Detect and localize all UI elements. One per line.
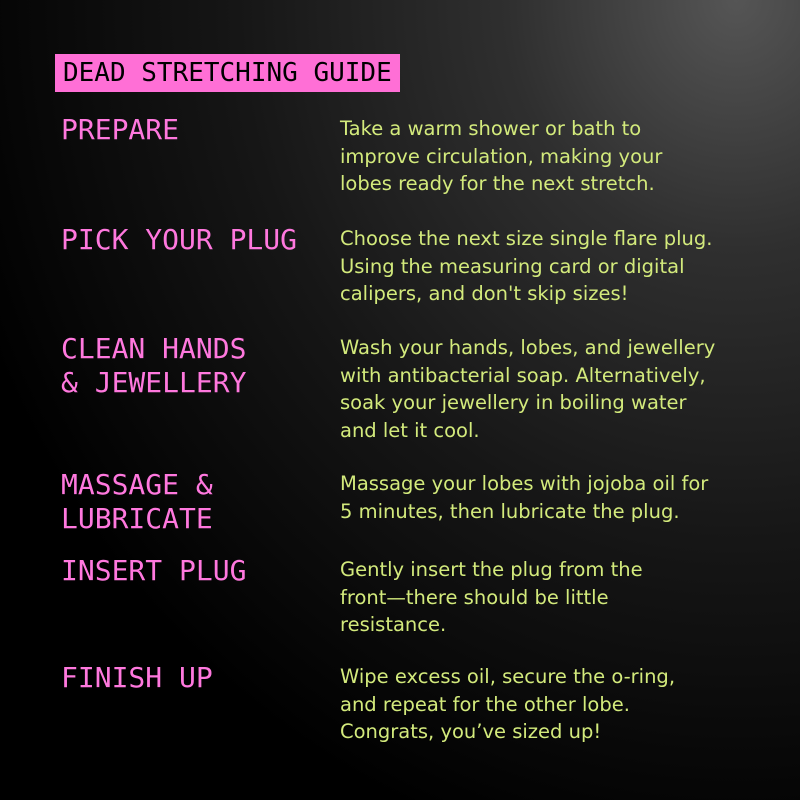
step-description-line: improve circulation, making your bbox=[340, 144, 663, 168]
step-description-line: with antibacterial soap. Alternatively, bbox=[340, 363, 706, 387]
step-description-line: Wash your hands, lobes, and jewellery bbox=[340, 336, 716, 359]
step-title: PREPARE bbox=[61, 113, 180, 146]
step-description-line: soak your jewellery in boiling water bbox=[340, 391, 687, 414]
step-description-line: 5 minutes, then lubricate the plug. bbox=[340, 499, 680, 523]
step-description-line: Wipe excess oil, secure the o-ring, bbox=[340, 665, 676, 688]
step-title: MASSAGE & LUBRICATE bbox=[61, 468, 213, 535]
step-title: FINISH UP bbox=[61, 661, 213, 694]
step-description-line: Choose the next size single flare plug. bbox=[340, 227, 713, 250]
step-description-line: Massage your lobes with jojoba oil for bbox=[340, 472, 709, 495]
step-title: INSERT PLUG bbox=[61, 554, 247, 587]
step-description-line: and let it cool. bbox=[340, 418, 480, 442]
title-badge bbox=[55, 54, 400, 92]
step-description bbox=[340, 556, 760, 639]
page-title: DEAD STRETCHING GUIDE bbox=[63, 58, 392, 88]
step-title: CLEAN HANDS & JEWELLERY bbox=[61, 332, 247, 399]
step-description bbox=[340, 663, 760, 746]
step-description-line: Gently insert the plug from the bbox=[340, 558, 643, 581]
step-description bbox=[340, 470, 760, 525]
step-title: PICK YOUR PLUG bbox=[61, 223, 298, 256]
step-description-line: calipers, and don't skip sizes! bbox=[340, 282, 629, 305]
step-description-line: Congrats, you’ve sized up! bbox=[340, 720, 602, 743]
step-description-line: resistance. bbox=[340, 613, 447, 636]
step-description bbox=[340, 334, 760, 444]
step-description bbox=[340, 115, 760, 198]
step-description-line: and repeat for the other lobe. bbox=[340, 692, 630, 716]
step-description-line: front—there should be little bbox=[340, 585, 609, 609]
step-description-line: Using the measuring card or digital bbox=[340, 254, 685, 278]
step-description-line: Take a warm shower or bath to bbox=[340, 117, 642, 140]
step-description bbox=[340, 225, 760, 308]
step-description-line: lobes ready for the next stretch. bbox=[340, 172, 655, 195]
